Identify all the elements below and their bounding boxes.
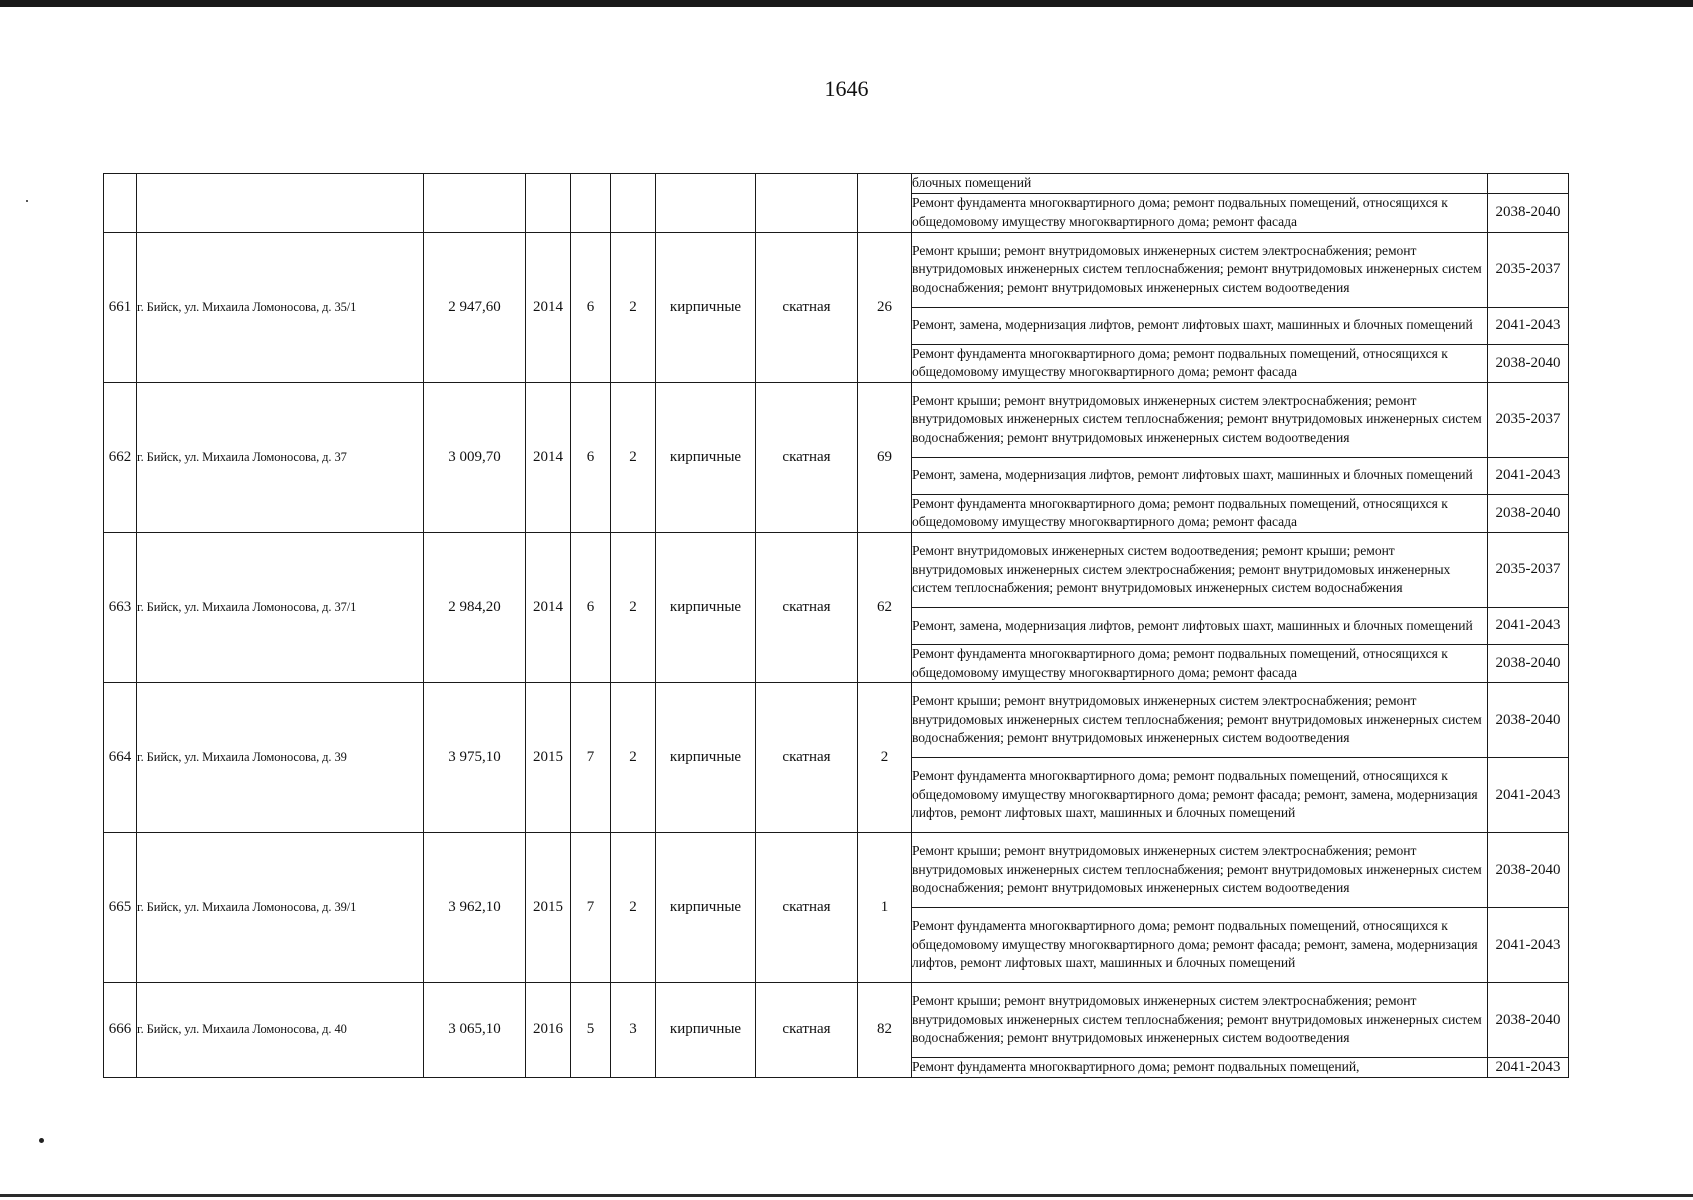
building-address: г. Бийск, ул. Михаила Ломоносова, д. 37 <box>137 382 424 532</box>
row-number: 664 <box>104 683 137 833</box>
floor-count: 5 <box>571 983 611 1078</box>
commission-year: 2016 <box>526 983 571 1078</box>
floor-count: 6 <box>571 382 611 532</box>
page-number: 1646 <box>824 76 869 101</box>
floor-count: 7 <box>571 833 611 983</box>
building-area: 3 962,10 <box>424 833 526 983</box>
empty-cell <box>858 174 912 233</box>
table-row <box>104 532 1569 607</box>
building-address: г. Бийск, ул. Михаила Ломоносова, д. 40 <box>137 983 424 1078</box>
work-period: 2038-2040 <box>1488 683 1569 758</box>
priority-rank: 62 <box>858 532 912 682</box>
roof-type: скатная <box>756 232 858 382</box>
floor-count: 6 <box>571 532 611 682</box>
capital-repair-table <box>103 173 1569 1078</box>
roof-type: скатная <box>756 683 858 833</box>
entrance-count: 2 <box>611 833 656 983</box>
work-description: Ремонт крыши; ремонт внутридомовых инженерных систем электроснабжения; ремонт внутридомовых инженерных систем теплоснабжения; ремонт внутридомовых инженерных систем водоснабжения; ремонт внутридомовых инженерных систем водоотведения <box>912 983 1488 1058</box>
wall-material: кирпичные <box>656 833 756 983</box>
work-description: Ремонт, замена, модернизация лифтов, ремонт лифтовых шахт, машинных и блочных помещений <box>912 307 1488 344</box>
work-description: Ремонт, замена, модернизация лифтов, ремонт лифтовых шахт, машинных и блочных помещений <box>912 457 1488 494</box>
work-period: 2038-2040 <box>1488 494 1569 532</box>
row-number: 661 <box>104 232 137 382</box>
building-area: 3 975,10 <box>424 683 526 833</box>
work-description: Ремонт крыши; ремонт внутридомовых инженерных систем электроснабжения; ремонт внутридомовых инженерных систем теплоснабжения; ремонт внутридомовых инженерных систем водоснабжения; ремонт внутридомовых инженерных систем водоотведения <box>912 232 1488 307</box>
work-description: Ремонт фундамента многоквартирного дома; ремонт подвальных помещений, относящихся к общедомовому имуществу многоквартирного дома; ремонт фасада <box>912 344 1488 382</box>
table-body <box>104 174 1569 1078</box>
row-number: 662 <box>104 382 137 532</box>
work-period: 2041-2043 <box>1488 457 1569 494</box>
floor-count: 7 <box>571 683 611 833</box>
work-period <box>1488 174 1569 194</box>
table-row <box>104 382 1569 457</box>
empty-cell <box>756 174 858 233</box>
work-description: Ремонт фундамента многоквартирного дома; ремонт подвальных помещений, относящихся к общедомовому имуществу многоквартирного дома; ремонт фасада; ремонт, замена, модернизация лифтов, ремонт лифтовых шахт, машинных и блочных помещений <box>912 908 1488 983</box>
building-address: г. Бийск, ул. Михаила Ломоносова, д. 39/1 <box>137 833 424 983</box>
building-address: г. Бийск, ул. Михаила Ломоносова, д. 35/1 <box>137 232 424 382</box>
priority-rank: 82 <box>858 983 912 1078</box>
entrance-count: 2 <box>611 382 656 532</box>
building-area: 3 009,70 <box>424 382 526 532</box>
empty-cell <box>526 174 571 233</box>
work-period: 2041-2043 <box>1488 908 1569 983</box>
roof-type: скатная <box>756 983 858 1078</box>
commission-year: 2014 <box>526 232 571 382</box>
work-period: 2035-2037 <box>1488 532 1569 607</box>
wall-material: кирпичные <box>656 683 756 833</box>
work-description: Ремонт внутридомовых инженерных систем водоотведения; ремонт крыши; ремонт внутридомовых инженерных систем электроснабжения; ремонт внутридомовых инженерных систем теплоснабжения; ремонт внутридомовых инженерных систем водоснабжения <box>912 532 1488 607</box>
table-row <box>104 833 1569 908</box>
work-description: Ремонт крыши; ремонт внутридомовых инженерных систем электроснабжения; ремонт внутридомовых инженерных систем теплоснабжения; ремонт внутридомовых инженерных систем водоснабжения; ремонт внутридомовых инженерных систем водоотведения <box>912 833 1488 908</box>
roof-type: скатная <box>756 382 858 532</box>
work-description: Ремонт фундамента многоквартирного дома; ремонт подвальных помещений, относящихся к общедомовому имуществу многоквартирного дома; ремонт фасада; ремонт, замена, модернизация лифтов, ремонт лифтовых шахт, машинных и блочных помещений <box>912 758 1488 833</box>
work-period: 2041-2043 <box>1488 607 1569 644</box>
work-description: Ремонт крыши; ремонт внутридомовых инженерных систем электроснабжения; ремонт внутридомовых инженерных систем теплоснабжения; ремонт внутридомовых инженерных систем водоснабжения; ремонт внутридомовых инженерных систем водоотведения <box>912 382 1488 457</box>
work-period: 2035-2037 <box>1488 382 1569 457</box>
work-description: Ремонт, замена, модернизация лифтов, ремонт лифтовых шахт, машинных и блочных помещений <box>912 607 1488 644</box>
table-row-continuation <box>104 174 1569 194</box>
commission-year: 2014 <box>526 532 571 682</box>
work-period: 2038-2040 <box>1488 193 1569 232</box>
wall-material: кирпичные <box>656 382 756 532</box>
table-row <box>104 683 1569 758</box>
work-description: Ремонт фундамента многоквартирного дома; ремонт подвальных помещений, относящихся к общедомовому имуществу многоквартирного дома; ремонт фасада <box>912 644 1488 682</box>
entrance-count: 2 <box>611 232 656 382</box>
empty-cell <box>656 174 756 233</box>
table-row <box>104 232 1569 307</box>
scan-top-edge <box>0 0 1693 7</box>
entrance-count: 2 <box>611 532 656 682</box>
empty-cell <box>137 174 424 233</box>
empty-cell <box>424 174 526 233</box>
roof-type: скатная <box>756 833 858 983</box>
building-area: 2 984,20 <box>424 532 526 682</box>
work-period: 2038-2040 <box>1488 644 1569 682</box>
scan-speck <box>39 1138 44 1143</box>
work-description: Ремонт крыши; ремонт внутридомовых инженерных систем электроснабжения; ремонт внутридомовых инженерных систем теплоснабжения; ремонт внутридомовых инженерных систем водоснабжения; ремонт внутридомовых инженерных систем водоотведения <box>912 683 1488 758</box>
priority-rank: 2 <box>858 683 912 833</box>
roof-type: скатная <box>756 532 858 682</box>
empty-cell <box>104 174 137 233</box>
work-description: Ремонт фундамента многоквартирного дома; ремонт подвальных помещений, <box>912 1058 1488 1078</box>
building-area: 2 947,60 <box>424 232 526 382</box>
work-period: 2041-2043 <box>1488 307 1569 344</box>
wall-material: кирпичные <box>656 232 756 382</box>
scan-speck <box>26 200 28 202</box>
work-period: 2038-2040 <box>1488 344 1569 382</box>
building-address: г. Бийск, ул. Михаила Ломоносова, д. 39 <box>137 683 424 833</box>
work-description: Ремонт фундамента многоквартирного дома; ремонт подвальных помещений, относящихся к общедомовому имуществу многоквартирного дома; ремонт фасада <box>912 494 1488 532</box>
table-row <box>104 983 1569 1058</box>
empty-cell <box>571 174 611 233</box>
empty-cell <box>611 174 656 233</box>
work-description: Ремонт фундамента многоквартирного дома; ремонт подвальных помещений, относящихся к общедомовому имуществу многоквартирного дома; ремонт фасада <box>912 193 1488 232</box>
row-number: 665 <box>104 833 137 983</box>
row-number: 666 <box>104 983 137 1078</box>
priority-rank: 26 <box>858 232 912 382</box>
work-period: 2041-2043 <box>1488 758 1569 833</box>
building-address: г. Бийск, ул. Михаила Ломоносова, д. 37/1 <box>137 532 424 682</box>
wall-material: кирпичные <box>656 532 756 682</box>
commission-year: 2015 <box>526 683 571 833</box>
wall-material: кирпичные <box>656 983 756 1078</box>
priority-rank: 1 <box>858 833 912 983</box>
building-area: 3 065,10 <box>424 983 526 1078</box>
entrance-count: 3 <box>611 983 656 1078</box>
row-number: 663 <box>104 532 137 682</box>
entrance-count: 2 <box>611 683 656 833</box>
floor-count: 6 <box>571 232 611 382</box>
commission-year: 2014 <box>526 382 571 532</box>
priority-rank: 69 <box>858 382 912 532</box>
work-period: 2038-2040 <box>1488 983 1569 1058</box>
work-period: 2035-2037 <box>1488 232 1569 307</box>
commission-year: 2015 <box>526 833 571 983</box>
work-description: блочных помещений <box>912 174 1488 194</box>
work-period: 2038-2040 <box>1488 833 1569 908</box>
scan-bottom-edge <box>0 1194 1693 1197</box>
work-period: 2041-2043 <box>1488 1058 1569 1078</box>
